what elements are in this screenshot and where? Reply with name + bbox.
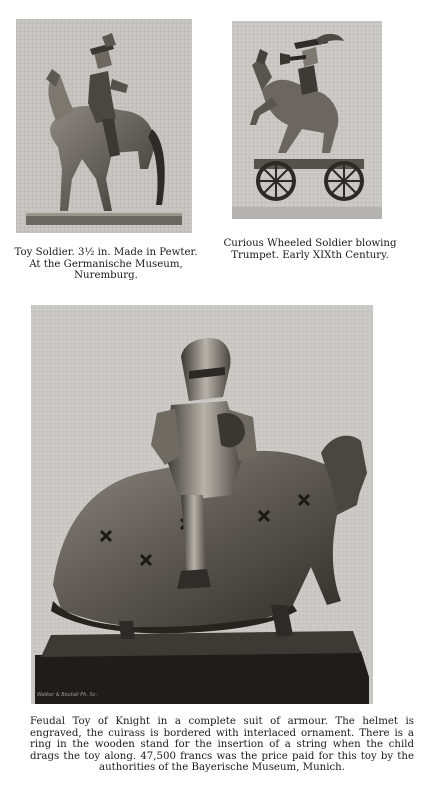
toy-soldier-caption: Toy Soldier. 3½ in. Made in Pewter. At the Germanische Museum, Nuremburg. xyxy=(14,247,198,281)
feudal-knight-image xyxy=(31,305,373,704)
feudal-knight-caption: Feudal Toy of Knight in a complete suit of armour. The helmet is engraved, the cuirass is bordered with interlaced ornament. There is a ring in the wooden stand for the insertion of a string when the child drags the toy along. 47,500 francs was the price paid for this toy by the authorities of the Bayerische Museum, Munich. xyxy=(30,716,414,774)
photo-credit: Walker & Boutall Ph. Sc. xyxy=(37,692,98,698)
wheeled-soldier-photo xyxy=(232,21,382,219)
toy-soldier-photo xyxy=(16,19,192,233)
wheeled-soldier-image xyxy=(232,21,382,219)
toy-soldier-image xyxy=(16,19,192,233)
feudal-knight-photo xyxy=(31,305,373,704)
wheeled-soldier-caption: Curious Wheeled Soldier blowing Trumpet. Early XIXth Century. xyxy=(223,238,397,261)
